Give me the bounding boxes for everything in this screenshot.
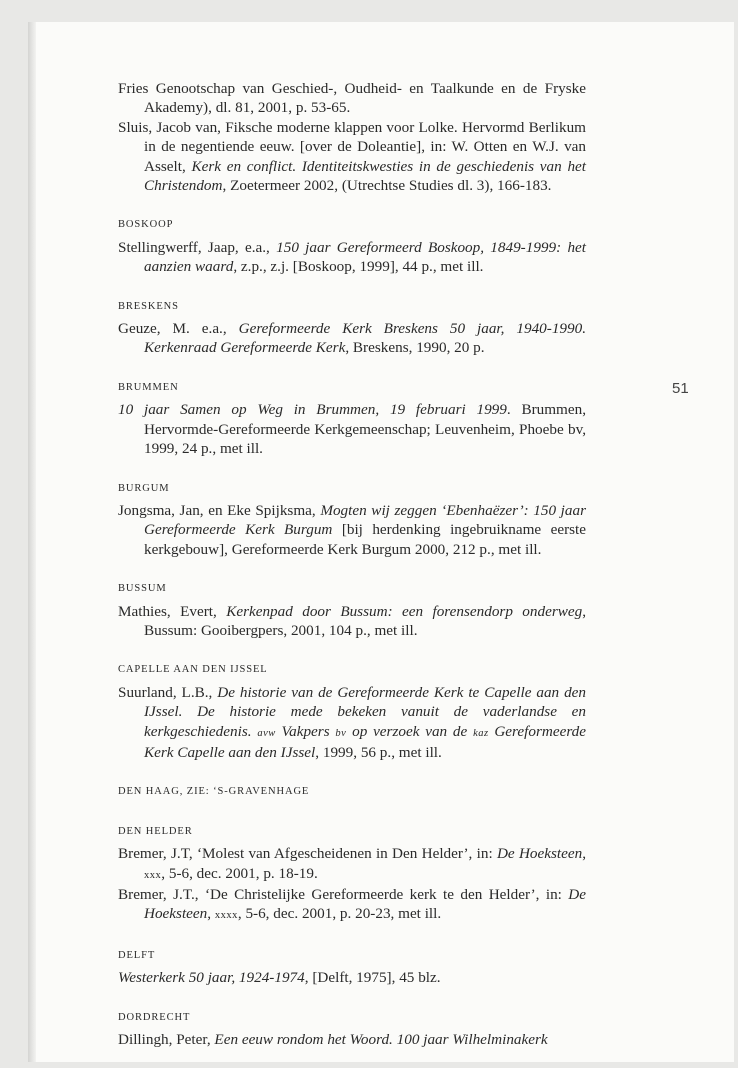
bibliography-entry (118, 79, 586, 118)
section-heading: DEN HELDER (118, 825, 193, 837)
entry-title-text: Kerkenpad door Bussum: een forensendorp onderweg (226, 602, 583, 620)
entry-title-text: Een eeuw rondom het Woord. 100 jaar Wilhelminakerk (214, 1031, 548, 1049)
bibliography-entry (118, 501, 586, 559)
section-heading: DEN HAAG, ZIE: ‘S-GRAVENHAGE (118, 786, 310, 798)
entry-text: , [Delft, 1975], 45 blz. (304, 969, 441, 987)
entry-text: , Breskens, 1990, 20 p. (345, 339, 485, 357)
entry-text: Geuze, M. e.a., (118, 320, 239, 338)
section-heading: BRESKENS (118, 300, 179, 312)
entry-text: [bij herdenking ingebruikname eerste kerkgebouw], Gereformeerde Kerk Burgum 2000, 212 p., met ill. (144, 521, 586, 558)
entry-text: xxx (144, 869, 162, 881)
entry-text: , (207, 905, 215, 923)
entry-title-text: op verzoek van de (346, 722, 474, 740)
entry-title-text: avw (257, 727, 276, 739)
bibliography-entry (118, 238, 586, 277)
entry-title-text: 10 jaar Samen op Weg in Brummen, 19 februari 1999 (118, 401, 507, 419)
entry-text: , 5-6, dec. 2001, p. 18-19. (161, 864, 318, 882)
section-heading: CAPELLE AAN DEN IJSSEL (118, 664, 268, 676)
entry-title-text: 150 jaar Gereformeerd Boskoop, 1849-1999: het aanzien waard (144, 238, 587, 276)
section-heading: BOSKOOP (118, 219, 174, 231)
entry-text: xxxx (214, 910, 238, 922)
entry-text: . Brummen, Hervormde-Gereformeerde Kerkgemeenschap; Leuvenheim, Phoebe bv, 1999, 24 p., met ill. (144, 401, 586, 458)
page-number: 51 (672, 380, 689, 397)
entry-text: Sluis, Jacob van, Fiksche moderne klappen voor Lolke. Hervormd Berlikum in de negentiende eeuw. [over de Doleantie], in: W. Otten en W.J. van Asselt, (118, 118, 586, 175)
entry-text: , Bussum: Gooibergpers, 2001, 104 p., met ill. (144, 602, 586, 639)
bibliography-entry (118, 400, 586, 458)
bibliography-entry (118, 968, 586, 987)
section-heading: BURGUM (118, 482, 170, 494)
bibliography-entry (118, 118, 586, 196)
entry-title-text: Gereformeerde Kerk Capelle aan den IJssel (144, 722, 586, 761)
bibliography-entry (118, 885, 586, 926)
section-heading: BUSSUM (118, 583, 167, 595)
entry-text: Fries Genootschap van Geschied-, Oudheid- en Taalkunde en de Fryske Akademy), dl. 81, 2001, p. 53-65. (118, 80, 586, 117)
entry-title-text: De Hoeksteen (144, 886, 586, 923)
section-heading: DELFT (118, 949, 156, 961)
bibliography-column (118, 79, 586, 1049)
section-heading: DORDRECHT (118, 1011, 191, 1023)
entry-text: Dillingh, Peter, (118, 1031, 215, 1049)
bibliography-entry (118, 683, 586, 763)
entry-text: Suurland, L.B., (118, 683, 218, 701)
entry-text: Jongsma, Jan, en Eke Spijksma, (118, 501, 321, 519)
bibliography-entry (118, 844, 586, 885)
entry-text: Bremer, J.T., ‘De Christelijke Gereformeerde kerk te den Helder’, in: (118, 886, 569, 903)
entry-text: , Zoetermeer 2002, (Utrechtse Studies dl. 3), 166-183. (222, 177, 552, 195)
entry-text: , z.p., z.j. [Boskoop, 1999], 44 p., met ill. (233, 258, 484, 276)
page-gutter (28, 22, 36, 1062)
bibliography-entry (118, 1030, 586, 1049)
book-page (28, 22, 734, 1062)
entry-text: Mathies, Evert, (118, 602, 227, 620)
entry-text: Stellingwerff, Jaap, e.a., (118, 238, 277, 256)
entry-text: , 5-6, dec. 2001, p. 20-23, met ill. (237, 905, 442, 923)
bibliography-entry (118, 602, 586, 641)
entry-title-text: De historie van de Gereformeerde Kerk te Capelle aan den IJssel. De historie mede bekeken vanuit de vaderlandse en kerkgeschiedenis. (144, 683, 587, 740)
entry-text: , (582, 845, 586, 863)
entry-title-text: bv (335, 727, 347, 739)
bibliography-entry (118, 319, 586, 358)
entry-text: , 1999, 56 p., met ill. (315, 743, 442, 761)
entry-title-text: kaz (473, 727, 489, 739)
entry-title-text: Mogten wij zeggen ‘Ebenhaëzer’: 150 jaar Gereformeerde Kerk Burgum (144, 501, 587, 539)
entry-title-text: Westerkerk 50 jaar, 1924-1974 (118, 969, 305, 987)
entry-title-text: Kerk en conflict. Identiteitskwesties in de geschiedenis van het Christendom (144, 157, 586, 195)
section-heading: BRUMMEN (118, 381, 179, 393)
entry-title-text: Gereformeerde Kerk Breskens 50 jaar, 1940-1990. Kerkenraad Gereformeerde Kerk (144, 320, 587, 357)
entry-title-text: De Hoeksteen (496, 845, 583, 863)
entry-title-text: Vakpers (275, 722, 336, 740)
entry-text: Bremer, J.T, ‘Molest van Afgescheidenen in Den Helder’, in: (118, 845, 497, 863)
